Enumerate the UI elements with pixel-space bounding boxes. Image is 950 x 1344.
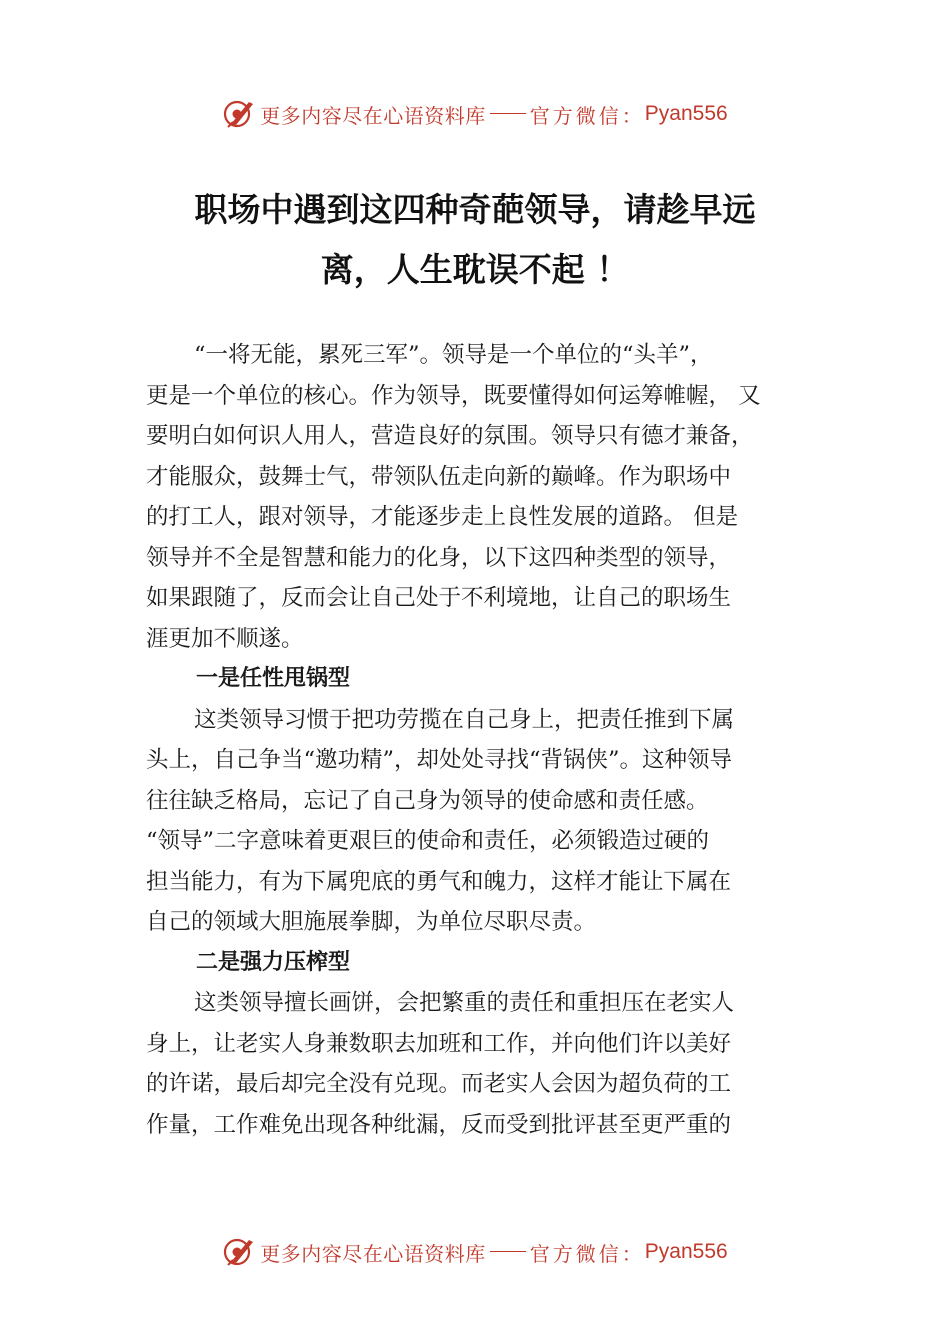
section2-line: 这类领导擅长画饼，会把繁重的责任和重担压在老实人 [194, 990, 735, 1016]
wechat-label: 官方微信： [529, 103, 645, 128]
section1-line: 这类领导习惯于把功劳揽在自己身上，把责任推到下属 [194, 706, 735, 733]
banner-slogan: 更多内容尽在心语资料库 [260, 103, 486, 128]
title-line-2: 离，人生耽误不起 ！ [320, 250, 630, 289]
intro-line: 涯更加不顺遂。 [146, 625, 304, 652]
intro-line: 领导并不全是智慧和能力的化身，以下这四种类型的领导， [146, 544, 732, 571]
page-title [150, 180, 800, 300]
section1-line: 往往缺乏格局，忘记了自己身为领导的使命感和责任感。 [146, 787, 709, 814]
section1-line: “领导”二字意味着更艰巨的使命和责任，必须锻造过硬的 [146, 828, 710, 854]
section-heading-2: 二是强力压榨型 [196, 949, 351, 975]
quill-logo-icon [222, 97, 256, 131]
section2-line: 作量，工作难免出现各种纰漏，反而受到批评甚至更严重的 [146, 1111, 732, 1138]
header-banner [0, 94, 950, 134]
intro-line: 才能服众，鼓舞士气，带领队伍走向新的巅峰。作为职场中 [146, 463, 732, 490]
intro-line: 的打工人，跟对领导，才能逐步走上良性发展的道路。 但是 [146, 504, 739, 530]
section1-line: 头上，自己争当“邀功精”，却处处寻找“背锅侠”。这种领导 [146, 747, 733, 773]
wechat-id: Pyan556 [644, 1240, 728, 1263]
intro-line: 要明白如何识人用人，营造良好的氛围。领导只有德才兼备， [146, 423, 754, 449]
banner-dash [490, 1251, 526, 1252]
intro-line: “一将无能，累死三军”。领导是一个单位的“头羊”， [194, 342, 713, 368]
intro-line: 更是一个单位的核心。作为领导，既要懂得如何运筹帷幄， 又 [146, 382, 761, 409]
intro-line: 如果跟随了，反而会让自己处于不利境地，让自己的职场生 [146, 585, 732, 611]
banner-slogan: 更多内容尽在心语资料库 [260, 1241, 486, 1266]
section2-line: 的许诺，最后却完全没有兑现。而老实人会因为超负荷的工 [146, 1071, 732, 1097]
section1-line: 担当能力，有为下属兜底的勇气和魄力，这样才能让下属在 [146, 868, 732, 895]
section1-line: 自己的领域大胆施展拳脚，为单位尽职尽责。 [146, 909, 597, 935]
wechat-label: 官方微信： [529, 1241, 645, 1266]
quill-logo-icon [222, 1235, 256, 1269]
banner-dash [490, 113, 526, 114]
title-line-1: 职场中遇到这四种奇葩领导，请趁早远 [194, 190, 756, 229]
footer-banner [0, 1232, 950, 1272]
section2-line: 身上，让老实人身兼数职去加班和工作，并向他们许以美好 [146, 1030, 732, 1057]
wechat-id: Pyan556 [644, 102, 728, 125]
article-body [146, 335, 816, 1145]
section-heading-1: 一是任性甩锅型 [196, 666, 351, 691]
